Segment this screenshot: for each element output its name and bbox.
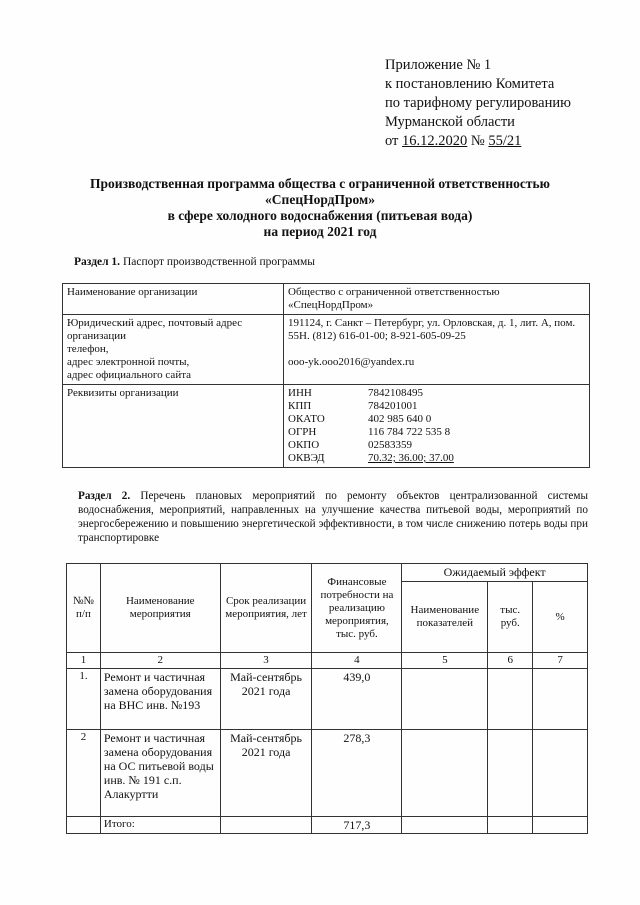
- requisite-key: ОГРН: [288, 426, 317, 438]
- row-term: Май-сентябрь 2021 года: [220, 730, 312, 817]
- table-header-row: [67, 564, 588, 582]
- section2-paragraph: [78, 489, 588, 545]
- header-term: Срок реализации мероприятия, лет: [220, 564, 312, 653]
- org-name-line: Общество с ограниченной ответственностью: [288, 286, 500, 298]
- address-label-line: адрес электронной почты,: [67, 356, 190, 368]
- row-percent: [533, 669, 588, 730]
- total-empty-cell: [402, 817, 488, 834]
- table-row: [63, 284, 590, 315]
- appendix-date-line: [385, 132, 571, 151]
- appendix-line: Мурманской области: [385, 114, 515, 130]
- resolution-number: 55/21: [488, 133, 522, 149]
- requisite-row: [288, 452, 585, 465]
- column-number: 6: [488, 653, 533, 669]
- requisite-value: 402 985 640 0: [368, 413, 432, 425]
- appendix-line: Приложение № 1: [385, 57, 492, 73]
- column-number: 3: [220, 653, 312, 669]
- row-term: Май-сентябрь 2021 года: [220, 669, 312, 730]
- row-thousand: [488, 669, 533, 730]
- total-empty-cell: [533, 817, 588, 834]
- section1-label: Раздел 1.: [74, 256, 121, 268]
- org-name-label: Наименование организации: [63, 284, 284, 315]
- table-row: [67, 730, 588, 817]
- address-label-line: организации: [67, 330, 127, 342]
- row-num: 2: [67, 730, 101, 817]
- org-name-line: «СпецНордПром»: [288, 299, 374, 311]
- row-num: 1.: [67, 669, 101, 730]
- row-finance: 278,3: [312, 730, 402, 817]
- total-empty-cell: [488, 817, 533, 834]
- appendix-line: к постановлению Комитета: [385, 76, 555, 92]
- total-value: 717,3: [312, 817, 402, 834]
- column-number: 4: [312, 653, 402, 669]
- title-line: в сфере холодного водоснабжения (питьевая вода): [167, 208, 473, 223]
- row-indicator: [402, 730, 488, 817]
- total-row: [67, 817, 588, 834]
- section1-heading: [74, 256, 315, 268]
- row-indicator: [402, 669, 488, 730]
- spacer: [288, 343, 585, 356]
- title-line: «СпецНордПром»: [265, 192, 375, 207]
- measures-table: [66, 563, 588, 834]
- section2-label: Раздел 2.: [78, 490, 131, 502]
- header-effect: Ожидаемый эффект: [402, 564, 588, 582]
- address-label-line: телефон,: [67, 343, 109, 355]
- email-value: ooo-yk.ooo2016@yandex.ru: [288, 356, 415, 368]
- requisite-value: 70.32; 36.00; 37.00: [368, 452, 454, 464]
- requisite-key: ОКАТО: [288, 413, 325, 425]
- requisite-value: 116 784 722 535 8: [368, 426, 451, 438]
- header-indicators: Наименование показателей: [402, 582, 488, 653]
- requisite-row: [288, 400, 585, 413]
- requisites-label: Реквизиты организации: [63, 385, 284, 468]
- title-line: Производственная программа общества с ограниченной ответственностью: [90, 176, 550, 191]
- row-thousand: [488, 730, 533, 817]
- header-thousand: тыс. руб.: [488, 582, 533, 653]
- column-number: 1: [67, 653, 101, 669]
- requisite-value: 02583359: [368, 439, 412, 451]
- address-label-line: адрес официального сайта: [67, 369, 192, 381]
- requisite-row: [288, 387, 585, 400]
- org-name-value: [284, 284, 590, 315]
- requisite-key: КПП: [288, 400, 312, 412]
- table-row: [67, 669, 588, 730]
- address-label-line: Юридический адрес, почтовый адрес: [67, 317, 243, 329]
- requisite-key: ОКВЭД: [288, 452, 325, 464]
- header-percent: %: [533, 582, 588, 653]
- date-prefix: от: [385, 133, 399, 149]
- header-finance: Финансовые потребности на реализацию мероприятия, тыс. руб.: [312, 564, 402, 653]
- requisites-value: [284, 385, 590, 468]
- header-name: Наименование мероприятия: [100, 564, 220, 653]
- table-row: [63, 385, 590, 468]
- passport-table: [62, 283, 590, 468]
- row-finance: 439,0: [312, 669, 402, 730]
- column-number: 5: [402, 653, 488, 669]
- address-value-line: 55Н. (812) 616-01-00; 8-921-605-09-25: [288, 330, 466, 342]
- number-sign: №: [470, 133, 485, 149]
- requisite-row: [288, 439, 585, 452]
- requisite-row: [288, 426, 585, 439]
- column-number: 2: [100, 653, 220, 669]
- row-name: Ремонт и частичная замена оборудования на ВНС инв. №193: [100, 669, 220, 730]
- requisite-value: 7842108495: [368, 387, 423, 399]
- address-value: [284, 315, 590, 385]
- program-title: [60, 176, 580, 240]
- address-value-line: 191124, г. Санкт – Петербург, ул. Орловская, д. 1, лит. А, пом.: [288, 317, 576, 329]
- title-line: на период 2021 год: [263, 224, 377, 239]
- column-number: 7: [533, 653, 588, 669]
- requisite-value: 784201001: [368, 400, 418, 412]
- row-name: Ремонт и частичная замена оборудования на ОС питьевой воды инв. № 191 с.п. Алакуртти: [100, 730, 220, 817]
- address-label: [63, 315, 284, 385]
- total-empty-cell: [67, 817, 101, 834]
- requisite-row: [288, 413, 585, 426]
- table-row: [63, 315, 590, 385]
- requisite-key: ИНН: [288, 387, 312, 399]
- header-num: №№ п/п: [67, 564, 101, 653]
- column-number-row: [67, 653, 588, 669]
- total-empty-cell: [220, 817, 312, 834]
- row-percent: [533, 730, 588, 817]
- appendix-line: по тарифному регулированию: [385, 95, 571, 111]
- resolution-date: 16.12.2020: [402, 133, 468, 149]
- total-label: Итого:: [100, 817, 220, 834]
- appendix-block: [385, 56, 571, 151]
- requisite-key: ОКПО: [288, 439, 320, 451]
- section2-text: Перечень плановых мероприятий по ремонту объектов централизованной системы водоснабжения, мероприятий, направленных на улучшение качества питьевой воды, мероприятий по энергосбережению и повышению энергетической эффективности, в том числе снижению потерь воды при транспортировке: [78, 490, 588, 544]
- section1-text: Паспорт производственной программы: [122, 256, 316, 268]
